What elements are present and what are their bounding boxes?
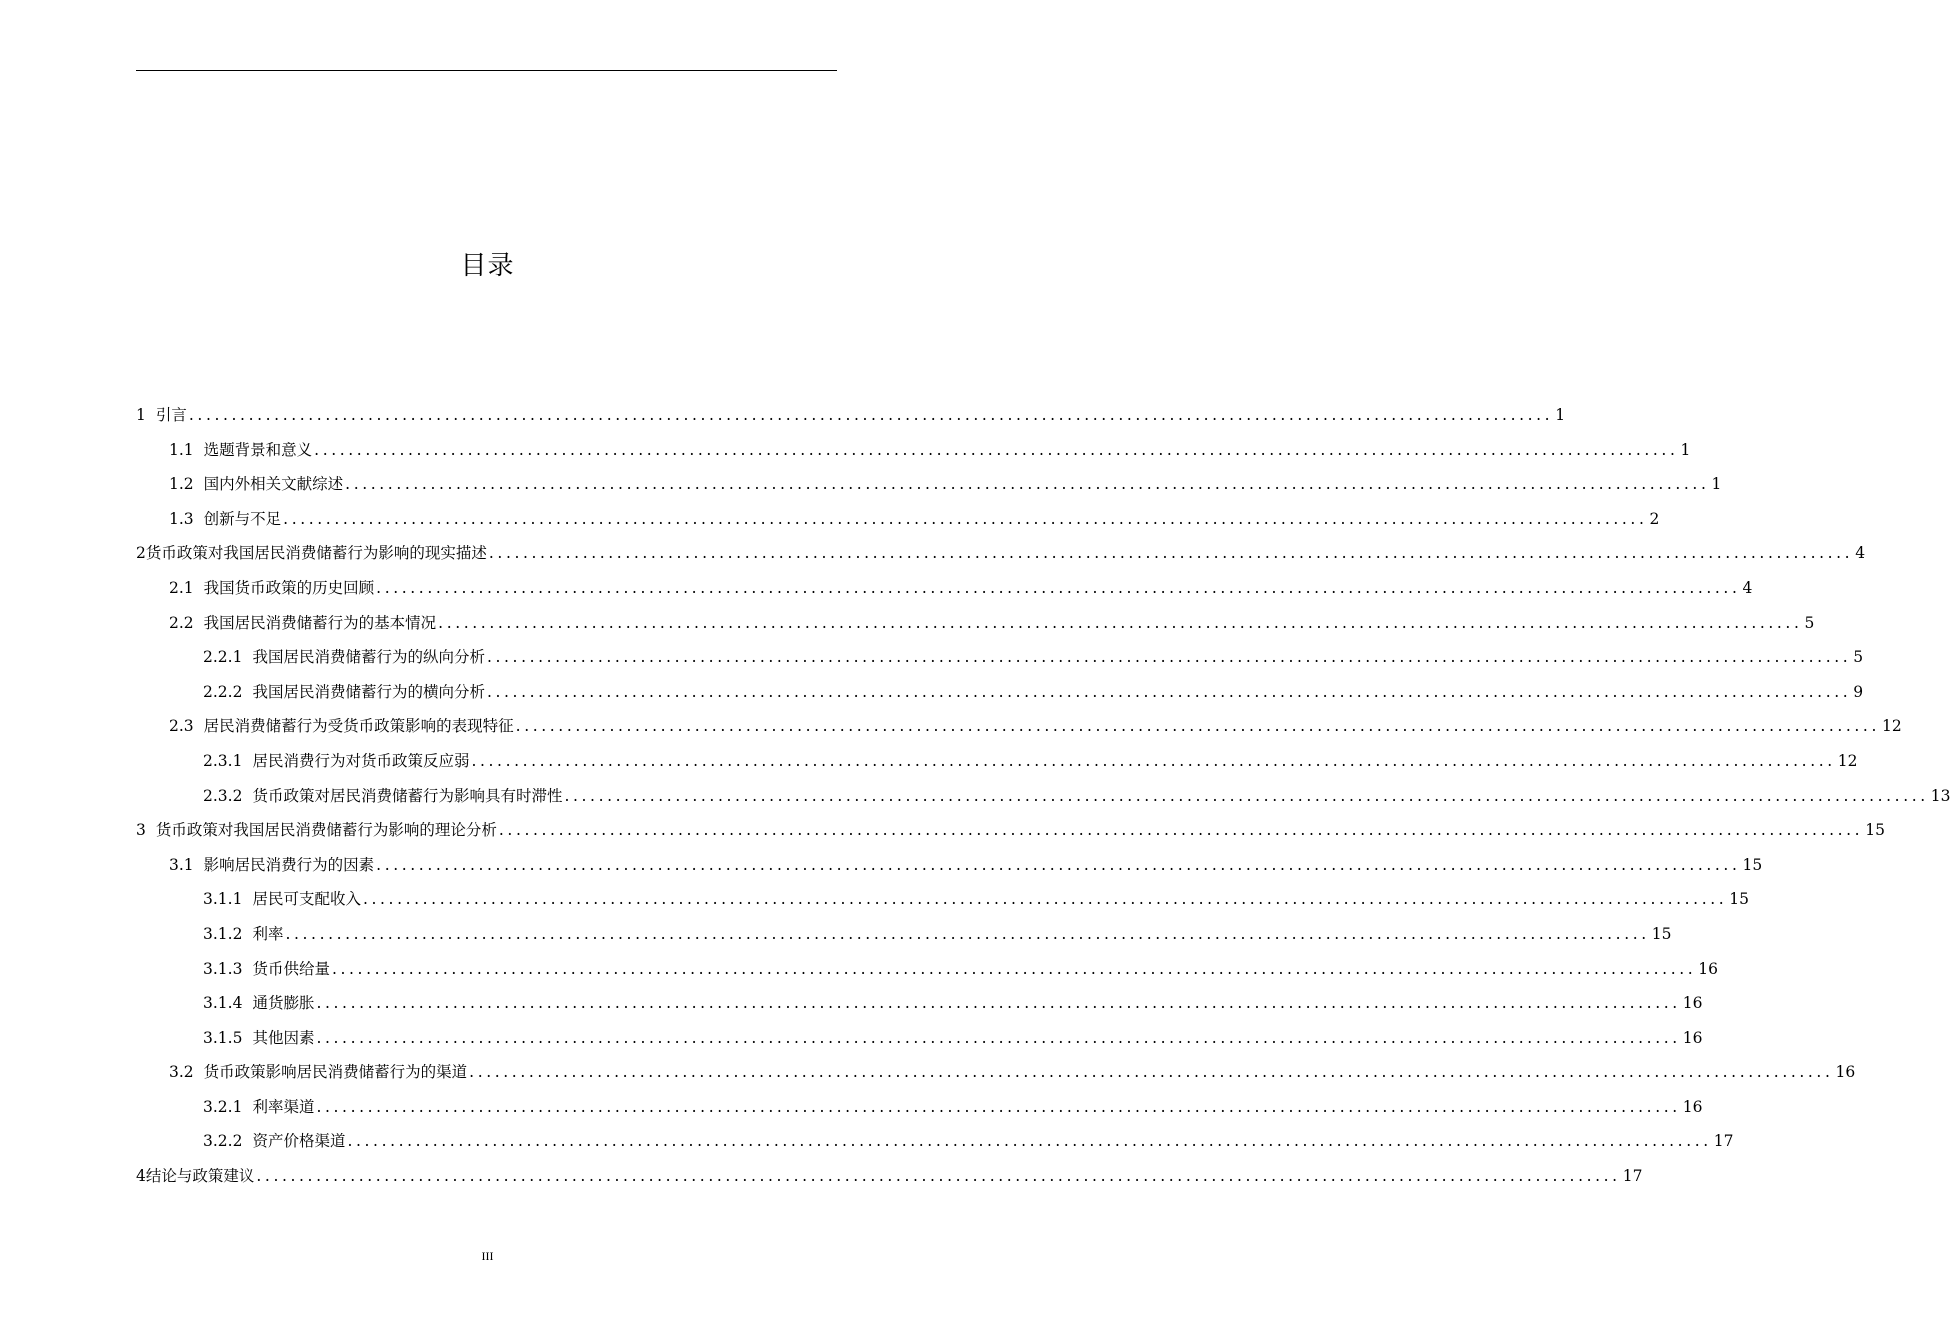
toc-entry-number: 2.1 bbox=[169, 578, 194, 597]
toc-entry-page: 12 bbox=[1882, 717, 1902, 736]
toc-entry-number: 1.3 bbox=[169, 509, 194, 528]
toc-entry-number: 3.2.2 bbox=[203, 1132, 243, 1151]
header-rule bbox=[136, 70, 837, 71]
toc-dot-leader: ................................................................................................................................................................ bbox=[347, 1132, 1712, 1151]
toc-entry[interactable] bbox=[136, 986, 1703, 1021]
toc-entry-number: 3.1.1 bbox=[203, 890, 243, 909]
toc-entry-page: 9 bbox=[1853, 682, 1864, 701]
toc-entry-title: 我国货币政策的历史回顾 bbox=[203, 578, 375, 597]
toc-entry-page: 15 bbox=[1865, 821, 1885, 840]
toc-entry-page: 12 bbox=[1837, 751, 1858, 770]
toc-entry[interactable] bbox=[136, 502, 1660, 537]
toc-dot-leader: ................................................................................................................................................................ bbox=[345, 475, 1710, 494]
toc-dot-leader: ................................................................................................................................................................ bbox=[486, 648, 1852, 667]
toc-entry[interactable] bbox=[136, 744, 1858, 779]
toc-entry-title: 居民可支配收入 bbox=[252, 890, 361, 909]
toc-entry-page: 5 bbox=[1853, 648, 1864, 667]
toc-entry-title: 其他因素 bbox=[252, 1028, 315, 1047]
toc-dot-leader: ................................................................................................................................................................ bbox=[469, 1063, 1834, 1082]
toc-entry-number: 2.3.2 bbox=[203, 786, 243, 805]
toc-dot-leader: ................................................................................................................................................................ bbox=[188, 406, 1554, 424]
toc-entry[interactable] bbox=[136, 848, 1763, 883]
toc-dot-leader: ................................................................................................................................................................ bbox=[316, 1097, 1681, 1116]
toc-entry-page: 16 bbox=[1682, 1097, 1703, 1116]
toc-entry-page: 1 bbox=[1711, 475, 1722, 494]
toc-dot-leader: ................................................................................................................................................................ bbox=[316, 994, 1681, 1013]
toc-dot-leader: ................................................................................................................................................................ bbox=[376, 578, 1741, 597]
toc-entry-title: 结论与政策建议 bbox=[145, 1167, 255, 1186]
toc-dot-leader: ................................................................................................................................................................ bbox=[438, 613, 1803, 632]
toc-entry[interactable] bbox=[136, 1159, 1643, 1194]
toc-entry-title: 国内外相关文献综述 bbox=[203, 475, 344, 494]
toc-entry-title: 创新与不足 bbox=[203, 509, 282, 528]
toc-entry-number: 2.3 bbox=[169, 717, 194, 736]
toc-entry-page: 17 bbox=[1622, 1167, 1643, 1186]
toc-entry-title: 我国居民消费储蓄行为的纵向分析 bbox=[252, 648, 485, 667]
toc-entry-title: 影响居民消费行为的因素 bbox=[203, 855, 375, 874]
toc-entry[interactable] bbox=[136, 917, 1672, 952]
toc-entry-number: 2.2.2 bbox=[203, 682, 243, 701]
toc-entry-page: 15 bbox=[1729, 890, 1750, 909]
toc-dot-leader: ................................................................................................................................................................ bbox=[471, 751, 1836, 770]
toc-entry-number: 3.2.1 bbox=[203, 1097, 243, 1116]
toc-dot-leader: ................................................................................................................................................................ bbox=[564, 786, 1929, 805]
toc-entry-number: 1.1 bbox=[169, 440, 194, 459]
toc-entry-page: 1 bbox=[1680, 440, 1691, 459]
toc-entry[interactable] bbox=[136, 1124, 1734, 1159]
toc-entry[interactable] bbox=[136, 398, 1566, 433]
toc-entry-title: 我国居民消费储蓄行为的横向分析 bbox=[252, 682, 485, 701]
toc-entry[interactable] bbox=[136, 1090, 1703, 1125]
toc-entry-title: 通货膨胀 bbox=[252, 994, 315, 1013]
toc-dot-leader: ................................................................................................................................................................ bbox=[316, 1028, 1681, 1047]
toc-entry[interactable] bbox=[136, 813, 1885, 848]
page-number: III bbox=[481, 1249, 494, 1263]
toc-entry-page: 13 bbox=[1930, 786, 1951, 805]
toc-entry-page: 5 bbox=[1804, 613, 1815, 632]
toc-entry-page: 16 bbox=[1682, 1028, 1703, 1047]
toc-dot-leader: ................................................................................................................................................................ bbox=[283, 509, 1648, 528]
toc-entry-number: 3.2 bbox=[169, 1063, 194, 1082]
toc-dot-leader: ................................................................................................................................................................ bbox=[362, 890, 1728, 909]
toc-dot-leader: ................................................................................................................................................................ bbox=[376, 855, 1741, 874]
toc-entry-page: 16 bbox=[1698, 959, 1719, 978]
toc-entry[interactable] bbox=[136, 675, 1864, 710]
toc-entry-page: 16 bbox=[1682, 994, 1703, 1013]
toc-entry-page: 1 bbox=[1555, 406, 1566, 424]
toc-entry-number: 3.1 bbox=[169, 855, 194, 874]
toc-dot-leader: ................................................................................................................................................................ bbox=[515, 717, 1880, 736]
toc-entry-title: 货币政策对居民消费储蓄行为影响具有时滞性 bbox=[252, 786, 563, 805]
toc-entry-page: 15 bbox=[1651, 924, 1672, 943]
toc-entry-title: 货币政策影响居民消费储蓄行为的渠道 bbox=[203, 1063, 468, 1082]
toc-dot-leader: ................................................................................................................................................................ bbox=[285, 924, 1650, 943]
toc-entry-title: 居民消费行为对货币政策反应弱 bbox=[252, 751, 470, 770]
toc-entry[interactable] bbox=[136, 571, 1753, 606]
toc-entry-title: 选题背景和意义 bbox=[203, 440, 313, 459]
toc-entry-number: 3.1.4 bbox=[203, 994, 243, 1013]
toc-entry-title: 我国居民消费储蓄行为的基本情况 bbox=[203, 613, 437, 632]
toc-entry-number: 1 bbox=[136, 406, 146, 424]
toc-entry-title: 货币政策对我国居民消费储蓄行为影响的现实描述 bbox=[145, 544, 487, 563]
toc-entry-number: 3.1.2 bbox=[203, 924, 243, 943]
toc-entry-page: 16 bbox=[1835, 1063, 1856, 1082]
toc-entry-title: 引言 bbox=[155, 406, 187, 424]
toc-entry-number: 3 bbox=[136, 821, 146, 840]
toc-dot-leader: ................................................................................................................................................................ bbox=[256, 1167, 1621, 1186]
toc-entry[interactable] bbox=[136, 467, 1722, 502]
toc-entry-page: 15 bbox=[1742, 855, 1763, 874]
toc-entry[interactable] bbox=[136, 536, 1866, 571]
toc-entry[interactable] bbox=[136, 1021, 1703, 1056]
toc-entry-number: 2.3.1 bbox=[203, 751, 243, 770]
toc-entry-number: 4 bbox=[136, 1167, 146, 1186]
table-of-contents bbox=[136, 398, 1951, 1194]
toc-entry-number: 2.2.1 bbox=[203, 648, 243, 667]
toc-entry[interactable] bbox=[136, 640, 1864, 675]
toc-entry-title: 利率 bbox=[252, 924, 284, 943]
page-title: 目录 bbox=[460, 251, 515, 281]
toc-dot-leader: ................................................................................................................................................................ bbox=[314, 440, 1679, 459]
toc-entry[interactable] bbox=[136, 952, 1719, 987]
toc-entry-number: 1.2 bbox=[169, 475, 194, 494]
toc-entry-number: 3.1.5 bbox=[203, 1028, 243, 1047]
toc-entry-page: 4 bbox=[1855, 544, 1866, 563]
toc-entry-page: 2 bbox=[1649, 509, 1660, 528]
toc-entry[interactable] bbox=[136, 779, 1951, 814]
toc-dot-leader: ................................................................................................................................................................ bbox=[498, 821, 1864, 840]
toc-dot-leader: ................................................................................................................................................................ bbox=[331, 959, 1697, 978]
toc-entry-page: 17 bbox=[1713, 1132, 1734, 1151]
toc-entry[interactable] bbox=[136, 1055, 1856, 1090]
toc-entry-number: 2 bbox=[136, 544, 146, 563]
toc-entry-number: 3.1.3 bbox=[203, 959, 243, 978]
toc-entry[interactable] bbox=[136, 433, 1691, 468]
toc-entry[interactable] bbox=[136, 709, 1902, 744]
toc-entry-title: 货币供给量 bbox=[252, 959, 330, 978]
toc-entry-title: 资产价格渠道 bbox=[252, 1132, 346, 1151]
toc-dot-leader: ................................................................................................................................................................ bbox=[486, 682, 1852, 701]
toc-dot-leader: ................................................................................................................................................................ bbox=[488, 544, 1854, 563]
toc-entry-number: 2.2 bbox=[169, 613, 194, 632]
toc-entry[interactable] bbox=[136, 882, 1750, 917]
toc-entry-title: 居民消费储蓄行为受货币政策影响的表现特征 bbox=[203, 717, 514, 736]
toc-entry[interactable] bbox=[136, 606, 1815, 641]
toc-entry-title: 利率渠道 bbox=[252, 1097, 315, 1116]
toc-entry-page: 4 bbox=[1742, 578, 1753, 597]
toc-entry-title: 货币政策对我国居民消费储蓄行为影响的理论分析 bbox=[155, 821, 497, 840]
